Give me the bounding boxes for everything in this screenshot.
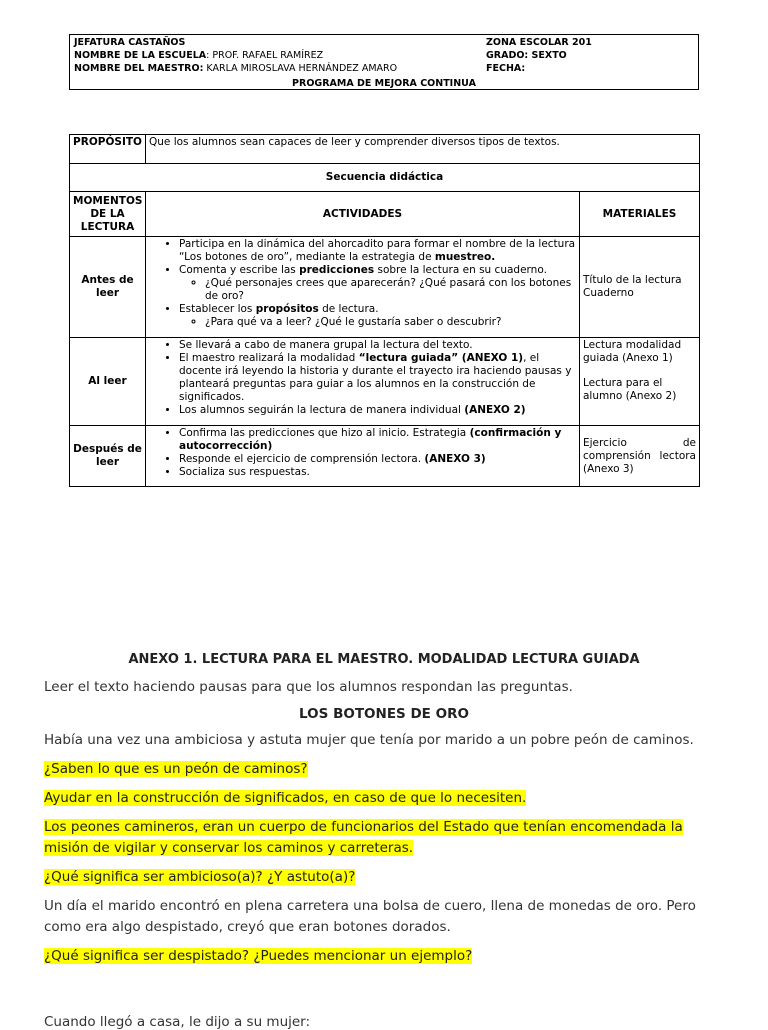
guidance-highlight: Ayudar en la construcción de significados, en caso de que lo necesiten.: [44, 790, 527, 806]
secuencia-title: Secuencia didáctica: [70, 164, 700, 192]
materiales-antes: Título de la lectura Cuaderno: [580, 237, 700, 338]
jefatura: JEFATURA CASTAÑOS: [74, 37, 186, 48]
momento-antes: Antes de leer: [70, 237, 146, 338]
list-item: • Establecer los propósitos de lectura. ◦ ¿Para qué va a leer? ¿Qué le gustaría saber o descubrir?: [179, 303, 576, 329]
list-item: • Se llevará a cabo de manera grupal la lectura del texto.: [179, 339, 576, 352]
col-materiales: MATERIALES: [580, 192, 700, 237]
proposito-label: PROPÓSITO: [70, 135, 146, 164]
zona: ZONA ESCOLAR 201: [486, 37, 592, 48]
momento-al-leer: Al leer: [70, 338, 146, 426]
col-actividades: ACTIVIDADES: [146, 192, 580, 237]
actividades-al-leer: [146, 338, 580, 426]
momento-despues: Después de leer: [70, 426, 146, 487]
escuela-value: : PROF. RAFAEL RAMÍREZ: [206, 50, 324, 61]
list-item: • Socializa sus respuestas.: [179, 466, 576, 479]
question-highlight: ¿Qué significa ser ambicioso(a)? ¿Y astuto(a)?: [44, 869, 356, 885]
materiales-despues: Ejercicio de comprensión lectora (Anexo 3): [580, 426, 700, 487]
list-item: • Comenta y escribe las predicciones sobre la lectura en su cuaderno. ◦ ¿Qué personajes crees que aparecerán? ¿Qué pasará con los botones de oro?: [179, 264, 576, 303]
header-box: [69, 34, 699, 90]
sub-list-item: ◦ ¿Qué personajes crees que aparecerán? ¿Qué pasará con los botones de oro?: [205, 277, 576, 303]
list-item: • Participa en la dinámica del ahorcadito para formar el nombre de la lectura “Los botones de oro”, mediante la estrategia de muestreo.: [179, 238, 576, 264]
list-item: • El maestro realizará la modalidad “lectura guiada” (ANEXO 1), el docente irá leyendo la historia y durante el trayecto ira haciendo pausas y planteará preguntas para guiar a los alumnos en la construcción de significados.: [179, 352, 576, 404]
list-item: • Responde el ejercicio de comprensión lectora. (ANEXO 3): [179, 453, 576, 466]
grado: GRADO: SEXTO: [486, 50, 567, 61]
col-momentos: MOMENTOS DE LA LECTURA: [70, 192, 146, 237]
materiales-al-leer: [580, 338, 700, 426]
story-title: LOS BOTONES DE ORO: [299, 706, 469, 722]
question-highlight: ¿Saben lo que es un peón de caminos?: [44, 761, 308, 777]
material-anexo-2: Lectura para el alumno (Anexo 2): [583, 377, 677, 402]
annex-title: ANEXO 1. LECTURA PARA EL MAESTRO. MODALIDAD LECTURA GUIADA: [128, 652, 640, 667]
list-item: • Los alumnos seguirán la lectura de manera individual (ANEXO 2): [179, 404, 576, 417]
maestro-label: NOMBRE DEL MAESTRO:: [74, 63, 204, 74]
story-paragraph: Había una vez una ambiciosa y astuta mujer que tenía por marido a un pobre peón de caminos.: [44, 732, 694, 748]
maestro-value: KARLA MIROSLAVA HERNÁNDEZ AMARO: [203, 63, 398, 74]
actividades-despues: [146, 426, 580, 487]
maestro-line: [74, 62, 397, 75]
header-right: [486, 36, 592, 75]
escuela-label: NOMBRE DE LA ESCUELA: [74, 50, 207, 61]
header-left: [74, 36, 397, 75]
actividades-antes: [146, 237, 580, 338]
sequence-table: [69, 134, 700, 487]
fecha: FECHA:: [486, 63, 526, 74]
definition-highlight: Los peones camineros, eran un cuerpo de funcionarios del Estado que tenían encomendada la misión de vigilar y conservar los caminos y carreteras.: [44, 819, 683, 856]
annex-instruction: Leer el texto haciendo pausas para que los alumnos respondan las preguntas.: [44, 679, 573, 695]
material-anexo-1: Lectura modalidad guiada (Anexo 1): [583, 339, 682, 364]
proposito-text: Que los alumnos sean capaces de leer y comprender diversos tipos de textos.: [146, 135, 700, 164]
story-paragraph: Un día el marido encontró en plena carretera una bolsa de cuero, llena de monedas de oro. Pero como era algo despistado, creyó que eran botones dorados.: [44, 898, 696, 935]
question-highlight: ¿Qué significa ser despistado? ¿Puedes mencionar un ejemplo?: [44, 948, 473, 964]
programa: PROGRAMA DE MEJORA CONTINUA: [292, 78, 476, 89]
list-item: • Confirma las predicciones que hizo al inicio. Estrategia (confirmación y autocorrección): [179, 427, 576, 453]
escuela-line: [74, 49, 397, 62]
story-paragraph-cut: Cuando llegó a casa, le dijo a su mujer:: [44, 1014, 311, 1030]
sub-list-item: ◦ ¿Para qué va a leer? ¿Qué le gustaría saber o descubrir?: [205, 316, 576, 329]
annex-1: [44, 652, 724, 975]
